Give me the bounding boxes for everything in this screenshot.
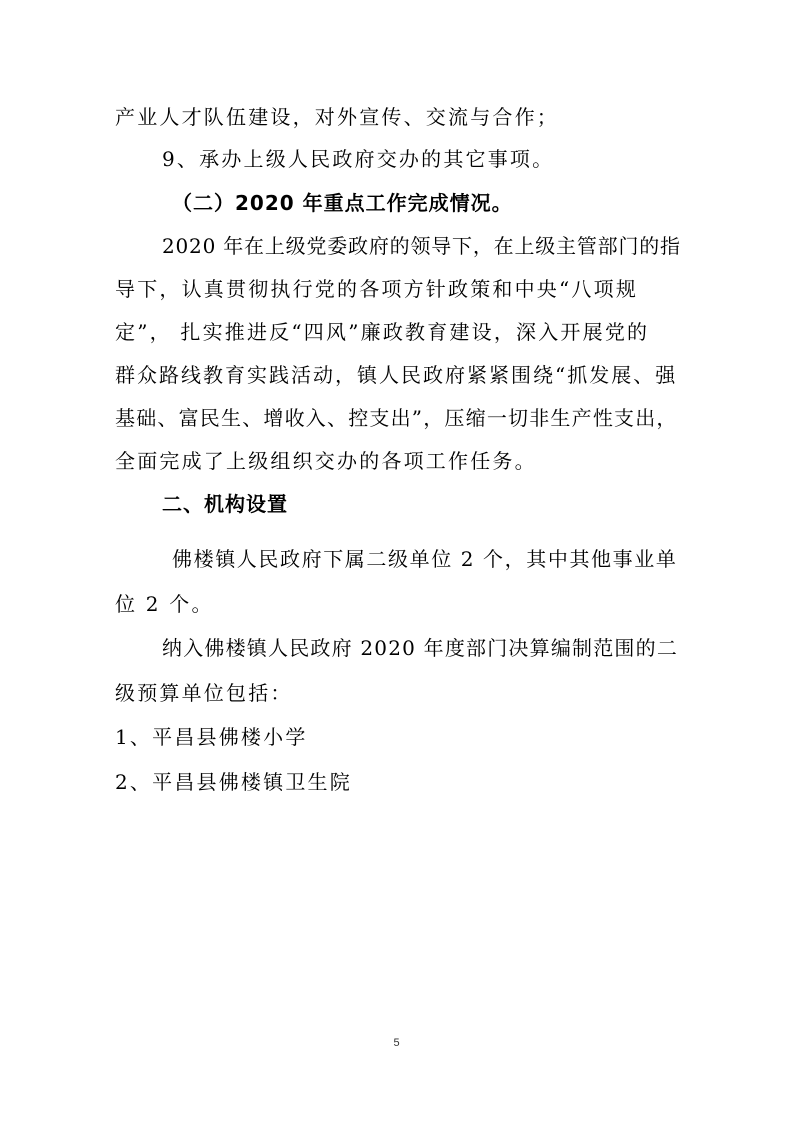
section-heading-2020-work: （二）2020 年重点工作完成情况。 <box>172 191 513 215</box>
text-line-11: 佛楼镇人民政府下属二级单位 2 个，其中其他事业单 <box>172 547 678 571</box>
text-line-6: 定”， 扎实推进反“四风”廉政教育建设，深入开展党的 <box>115 320 650 344</box>
list-item-9: 9、承办上级人民政府交办的其它事项。 <box>162 147 555 171</box>
text-line-13: 纳入佛楼镇人民政府 2020 年度部门决算编制范围的二 <box>162 636 679 660</box>
text-line-5: 导下，认真贯彻执行党的各项方针政策和中央“八项规 <box>115 277 639 301</box>
text-line-4: 2020 年在上级党委政府的领导下，在上级主管部门的指 <box>162 234 681 258</box>
list-item-1: 1、平昌县佛楼小学 <box>115 725 308 749</box>
section-heading-organization: 二、机构设置 <box>162 492 288 516</box>
text-line-9: 全面完成了上级组织交办的各项工作任务。 <box>115 449 537 473</box>
text-line-8: 基础、富民生、增收入、控支出”，压缩一切非生产性支出， <box>115 406 678 430</box>
page-number: 5 <box>393 1037 400 1049</box>
text-line-12: 位 2 个。 <box>115 592 214 616</box>
text-line-1: 产业人才队伍建设，对外宣传、交流与合作； <box>115 105 559 129</box>
list-item-2: 2、平昌县佛楼镇卫生院 <box>115 770 352 794</box>
text-line-7: 群众路线教育实践活动，镇人民政府紧紧围绕“抓发展、强 <box>115 363 678 387</box>
text-line-14: 级预算单位包括： <box>115 681 293 705</box>
